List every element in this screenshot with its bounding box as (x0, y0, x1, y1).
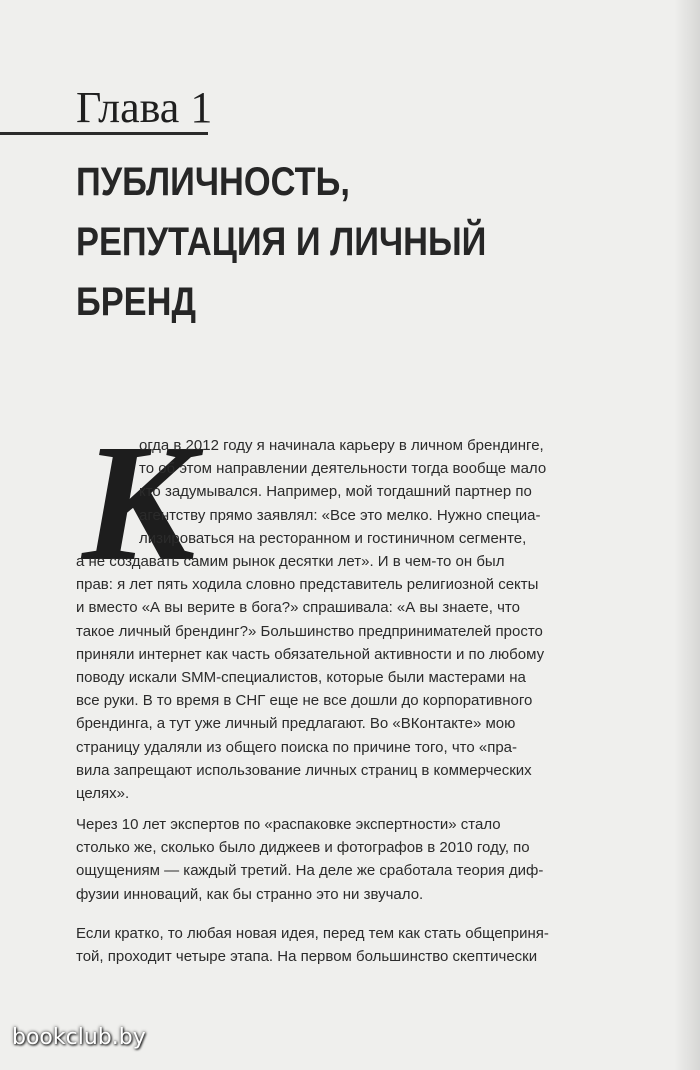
paragraph-2 (76, 813, 543, 906)
text-line: агентству прямо заявлял: «Все это мелко. Нужно специа- (139, 506, 541, 524)
text-line: Если кратко, то любая новая идея, перед тем как стать общеприня- (76, 925, 549, 942)
chapter-title (76, 152, 486, 332)
chapter-rule (0, 132, 208, 135)
text-line: фузии инноваций, как бы странно это ни звучало. (76, 885, 424, 903)
text-line: прав: я лет пять ходила словно представитель религиозной секты (76, 576, 539, 594)
paragraph-1 (76, 434, 546, 805)
text-line: кто задумывался. Например, мой тогдашний партнер по (139, 483, 532, 501)
text-line: такое личный брендинг?» Большинство предпринимателей просто (76, 622, 543, 640)
text-line: столько же, сколько было диджеев и фотографов в 2010 году, по (76, 839, 530, 857)
text-line: той, проходит четыре этапа. На первом большинство скептически (76, 948, 538, 966)
paragraph-3 (76, 922, 549, 968)
text-line: то об этом направлении деятельности тогда вообще мало (139, 460, 547, 478)
chapter-title-line: РЕПУТАЦИЯ И ЛИЧНЫЙ (76, 220, 487, 264)
text-line: целях». (76, 785, 130, 803)
chapter-title-line: ПУБЛИЧНОСТЬ, (76, 160, 350, 204)
page-edge-shadow (674, 0, 700, 1070)
text-line: и вместо «А вы верите в бога?» спрашивала: «А вы знаете, что (76, 599, 520, 617)
text-line: Через 10 лет экспертов по «распаковке экспертности» стало (76, 816, 501, 833)
text-line: ощущениям — каждый третий. На деле же сработала теория диф- (76, 862, 544, 880)
chapter-label: Глава 1 (76, 83, 213, 132)
text-line: поводу искали SMM-специалистов, которые были мастерами на (76, 669, 526, 687)
text-line: вила запрещают использование личных страниц в коммерческих (76, 761, 532, 779)
text-line: брендинга, а тут уже личный предлагают. Во «ВКонтакте» мою (76, 715, 516, 733)
chapter-title-line: БРЕНД (76, 280, 196, 324)
text-line: а не создавать самим рынок десятки лет». И в чем-то он был (76, 553, 505, 571)
drop-cap: К (82, 410, 196, 596)
site-watermark: bookclub.by (12, 1025, 146, 1050)
text-line: огда в 2012 году я начинала карьеру в личном брендинге, (139, 437, 544, 454)
text-line: приняли интернет как часть обязательной активности и по любому (76, 645, 545, 663)
text-line: страницу удаляли из общего поиска по причине того, что «пра- (76, 738, 518, 756)
text-line: все руки. В то время в СНГ еще не все дошли до корпоративного (76, 692, 533, 710)
text-line: лизироваться на ресторанном и гостиничном сегменте, (139, 529, 527, 547)
